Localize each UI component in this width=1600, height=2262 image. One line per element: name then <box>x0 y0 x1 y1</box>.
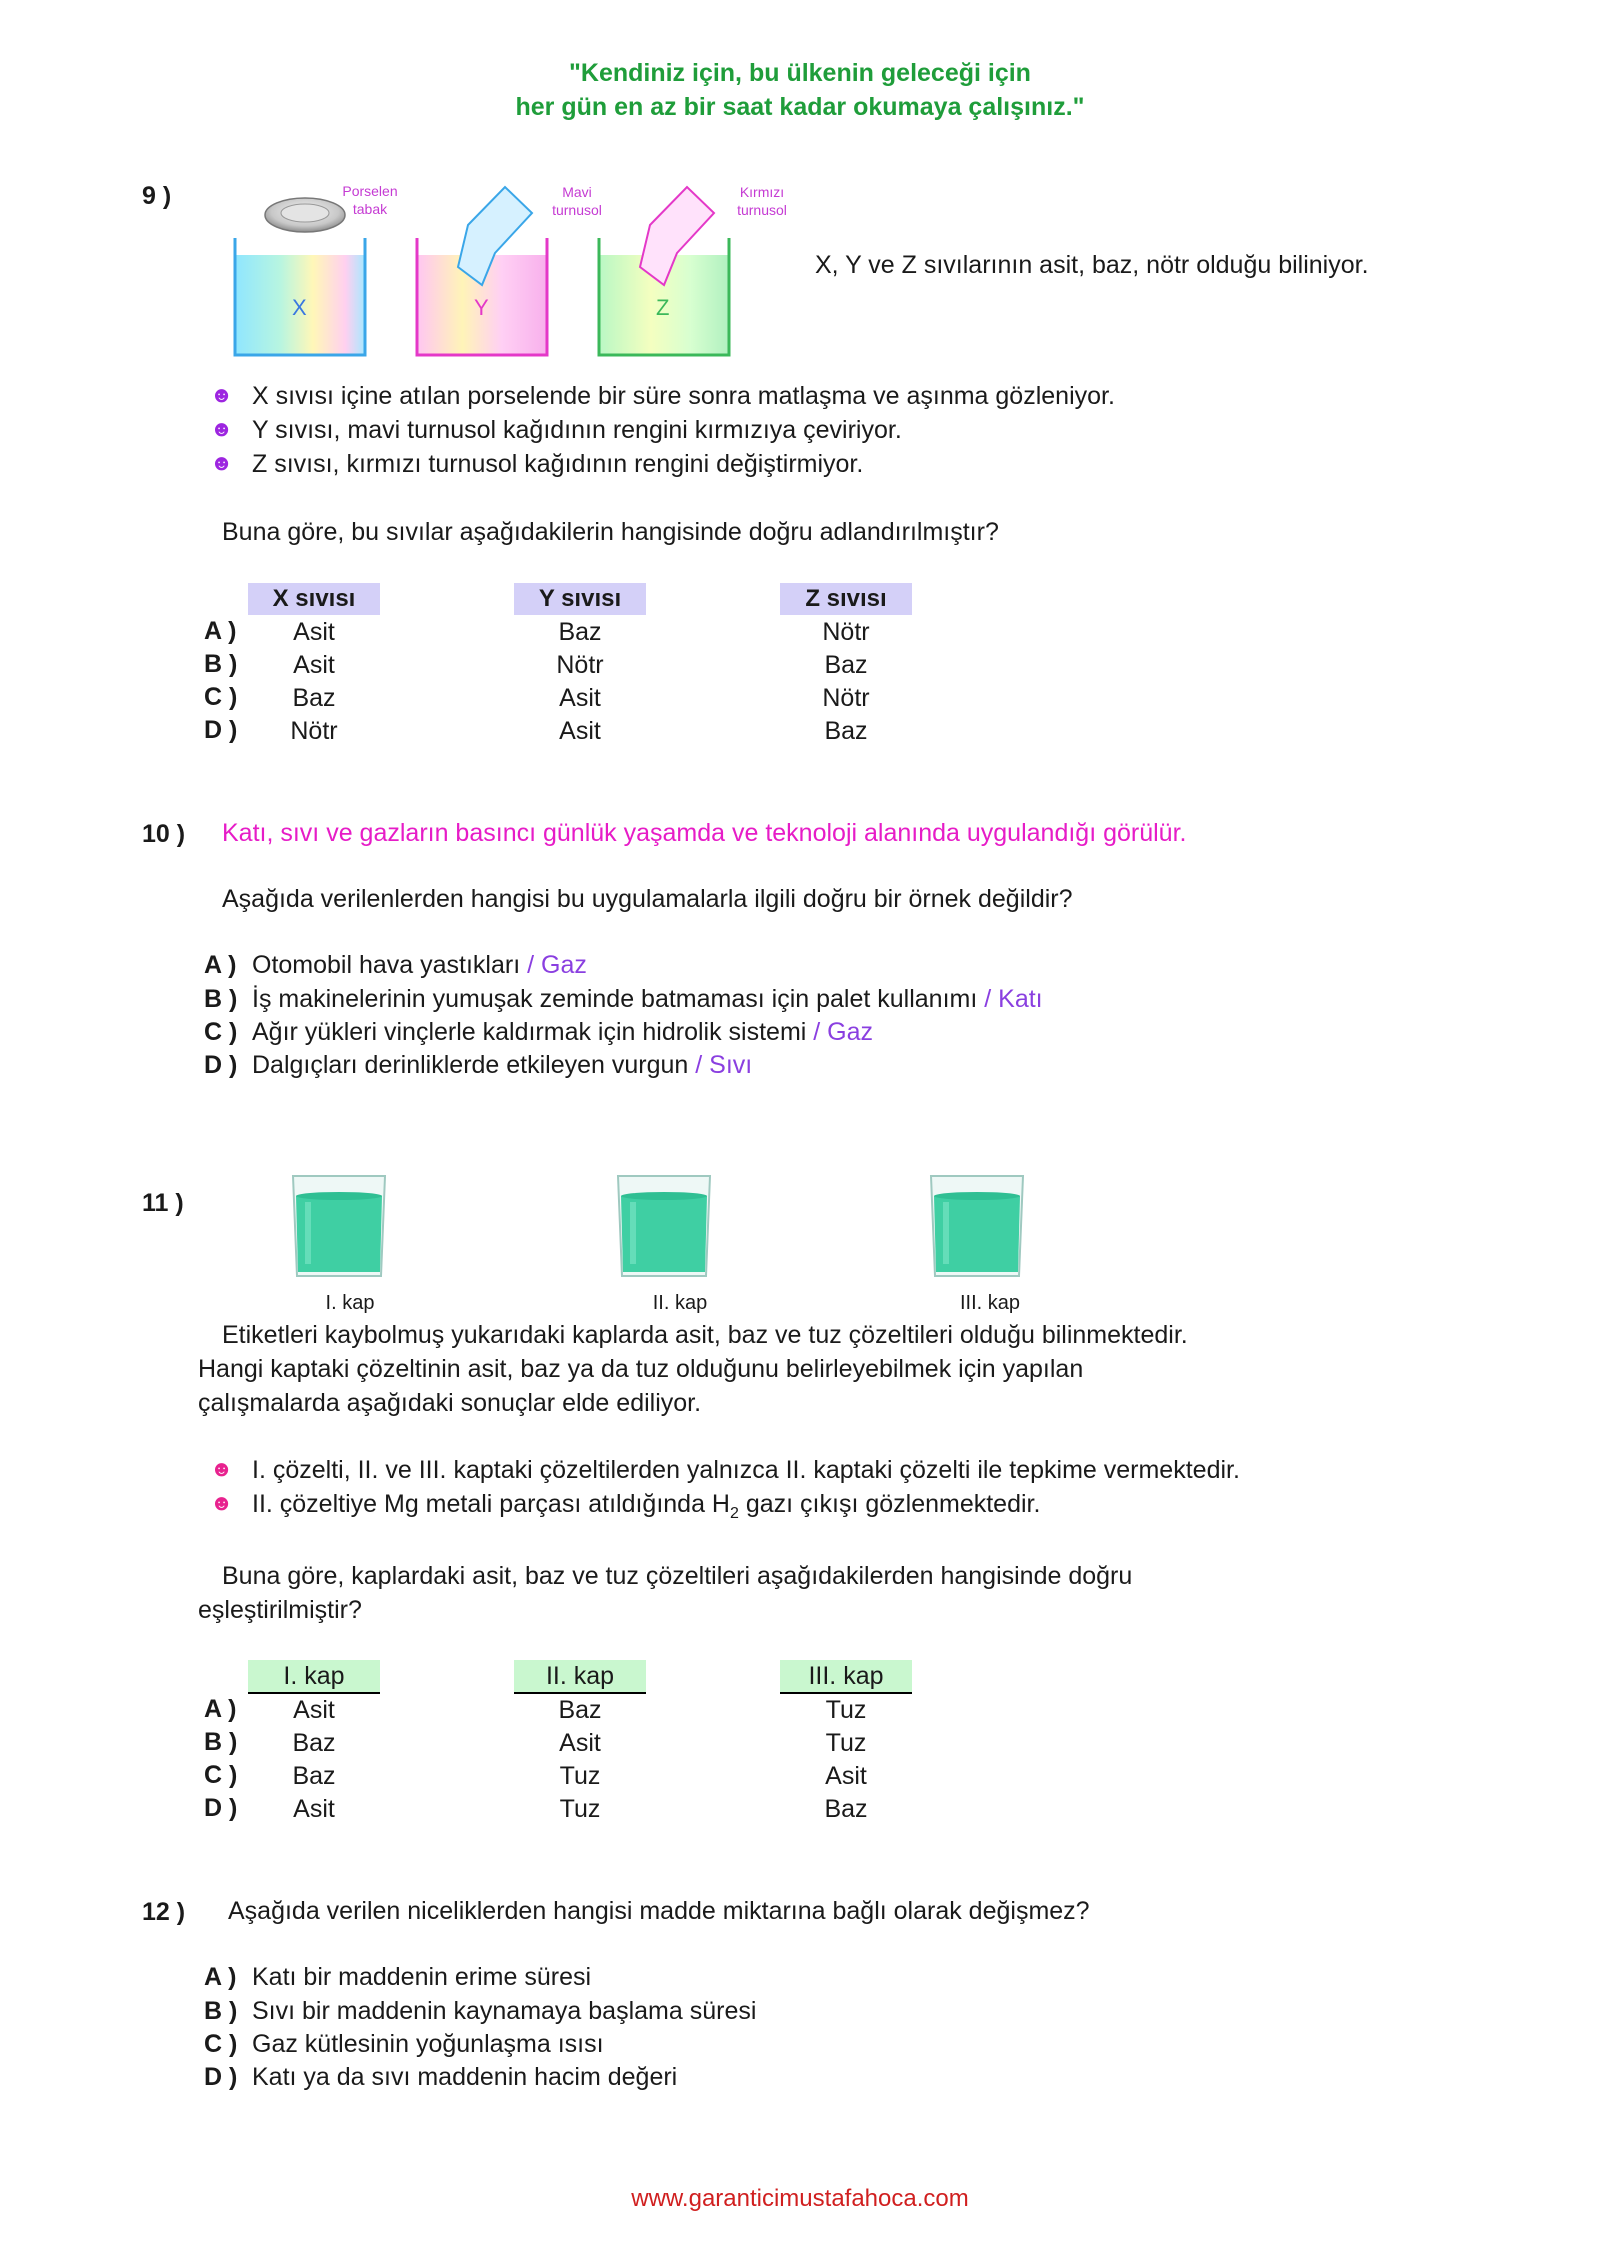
q11-cell: Asit <box>825 1762 867 1790</box>
q9-bullet-1: X sıvısı içine atılan porselende bir süre sonra matlaşma ve aşınma gözleniyor. <box>252 382 1115 410</box>
q11-header-3: III. kap <box>780 1660 912 1694</box>
q12-option-d[interactable]: Katı ya da sıvı maddenin hacim değeri <box>252 2063 678 2091</box>
q9-cell: Baz <box>292 684 336 712</box>
q10-option-d[interactable]: Dalgıçları derinliklerde etkileyen vurgun / Sıvı <box>252 1051 753 1079</box>
q12-option-a-letter[interactable]: A ) <box>204 1963 237 1991</box>
q11-line-3: çalışmalarda aşağıdaki sonuçlar elde ediliyor. <box>198 1389 702 1417</box>
q10-option-b[interactable]: İş makinelerinin yumuşak zeminde batmaması için palet kullanımı / Katı <box>252 985 1043 1013</box>
q11-question-line-1: Buna göre, kaplardaki asit, baz ve tuz çözeltileri aşağıdakilerden hangisinde doğru <box>222 1562 1133 1590</box>
q9-option-d-letter[interactable]: D ) <box>204 716 238 744</box>
header-line-2: her gün en az bir saat kadar okumaya çalışınız." <box>515 93 1085 121</box>
q11-cell: Tuz <box>825 1729 867 1757</box>
q10-option-a[interactable]: Otomobil hava yastıkları / Gaz <box>252 951 587 979</box>
q11-cell: Tuz <box>825 1696 867 1724</box>
liquid-x-label: X <box>292 295 307 320</box>
q9-bullet-3: Z sıvısı, kırmızı turnusol kağıdının rengini değiştirmiyor. <box>252 450 864 478</box>
smiley-icon: ☻ <box>210 382 234 407</box>
q9-header-y: Y sıvısı <box>514 583 646 615</box>
cup-1 <box>293 1176 385 1276</box>
q11-bullet-2: II. çözeltiye Mg metali parçası atıldığında $H_2$ gazı çıkışı gözlenmektedir. <box>252 1490 1041 1522</box>
q11-cell: Tuz <box>559 1795 601 1823</box>
question-10-number: 10 ) <box>142 820 186 848</box>
q12-option-c[interactable]: Gaz kütlesinin yoğunlaşma ısısı <box>252 2030 604 2058</box>
q12-question: Aşağıda verilen niceliklerden hangisi madde miktarına bağlı olarak değişmez? <box>228 1897 1090 1925</box>
q10-option-d-letter[interactable]: D ) <box>204 1051 238 1079</box>
q9-cell: Asit <box>293 618 335 646</box>
q11-header-2: II. kap <box>514 1660 646 1694</box>
q9-cell: Baz <box>824 651 868 679</box>
blue-litmus-label: Mavi turnusol <box>552 184 602 218</box>
q12-option-b-letter[interactable]: B ) <box>204 1997 238 2025</box>
q11-cell: Baz <box>292 1762 336 1790</box>
option-tag: / Gaz <box>806 1018 874 1046</box>
q9-cell: Nötr <box>822 618 870 646</box>
question-9-number: 9 ) <box>142 182 172 210</box>
plate-label: Porselen tabak <box>342 183 398 217</box>
q11-cell: Baz <box>558 1696 602 1724</box>
liquid-z-label: Z <box>656 295 670 320</box>
q9-cell: Asit <box>293 651 335 679</box>
q12-option-a[interactable]: Katı bir maddenin erime süresi <box>252 1963 592 1991</box>
q9-header-z: Z sıvısı <box>780 583 912 615</box>
cup-3 <box>931 1176 1023 1276</box>
q11-line-2: Hangi kaptaki çözeltinin asit, baz ya da tuz olduğunu belirleyebilmek için yapılan <box>198 1355 1084 1383</box>
q9-cell: Nötr <box>290 717 338 745</box>
q11-question-line-2: eşleştirilmiştir? <box>198 1596 362 1624</box>
smiley-icon: ☻ <box>210 450 234 475</box>
q12-option-b[interactable]: Sıvı bir maddenin kaynamaya başlama süresi <box>252 1997 757 2025</box>
q11-cell: Asit <box>559 1729 601 1757</box>
option-tag: / Katı <box>977 985 1043 1013</box>
q12-option-d-letter[interactable]: D ) <box>204 2063 238 2091</box>
question-12-number: 12 ) <box>142 1898 186 1926</box>
q11-bullet-1: I. çözelti, II. ve III. kaptaki çözeltilerden yalnızca II. kaptaki çözelti ile tepkime vermektedir. <box>252 1456 1240 1484</box>
q10-option-c[interactable]: Ağır yükleri vinçlerle kaldırmak için hidrolik sistemi / Gaz <box>252 1018 874 1046</box>
cup-label-2: II. kap <box>652 1292 708 1314</box>
question-11-number: 11 ) <box>142 1189 184 1217</box>
q11-cups-illustration <box>285 1168 1035 1283</box>
q9-option-a-letter[interactable]: A ) <box>204 617 237 645</box>
q11-cell: Baz <box>292 1729 336 1757</box>
q10-option-a-letter[interactable]: A ) <box>204 951 237 979</box>
footer-link[interactable]: www.garanticimustafahoca.com <box>631 2185 969 2212</box>
q9-header-x: X sıvısı <box>248 583 380 615</box>
q11-option-c-letter[interactable]: C ) <box>204 1761 238 1789</box>
smiley-icon: ☻ <box>210 1456 234 1481</box>
q9-cell: Asit <box>559 717 601 745</box>
q9-option-c-letter[interactable]: C ) <box>204 683 238 711</box>
q9-question: Buna göre, bu sıvılar aşağıdakilerin hangisinde doğru adlandırılmıştır? <box>222 518 999 546</box>
q10-option-c-letter[interactable]: C ) <box>204 1018 238 1046</box>
q9-cell: Baz <box>824 717 868 745</box>
q11-cell: Asit <box>293 1795 335 1823</box>
option-tag: / Sıvı <box>688 1051 753 1079</box>
header-quote <box>0 56 1600 124</box>
q9-cell: Nötr <box>822 684 870 712</box>
q11-header-1: I. kap <box>248 1660 380 1694</box>
q9-bullet-2: Y sıvısı, mavi turnusol kağıdının rengini kırmızıya çeviriyor. <box>252 416 902 444</box>
cup-label-3: III. kap <box>959 1292 1021 1314</box>
q9-intro: X, Y ve Z sıvılarının asit, baz, nötr olduğu biliniyor. <box>815 251 1369 279</box>
header-line-1: "Kendiniz için, bu ülkenin geleceği için <box>569 59 1031 87</box>
option-tag: / Gaz <box>520 951 587 979</box>
liquid-y-label: Y <box>474 295 489 320</box>
cup-2 <box>618 1176 710 1276</box>
q12-option-c-letter[interactable]: C ) <box>204 2030 238 2058</box>
q9-option-b-letter[interactable]: B ) <box>204 650 238 678</box>
q9-cell: Nötr <box>556 651 604 679</box>
q10-stem: Katı, sıvı ve gazların basıncı günlük yaşamda ve teknoloji alanında uygulandığı görülür. <box>222 819 1187 847</box>
smiley-icon: ☻ <box>210 416 234 441</box>
q11-option-d-letter[interactable]: D ) <box>204 1794 238 1822</box>
q11-option-b-letter[interactable]: B ) <box>204 1728 238 1756</box>
q11-cell: Baz <box>824 1795 868 1823</box>
q11-option-a-letter[interactable]: A ) <box>204 1695 237 1723</box>
smiley-icon: ☻ <box>210 1490 234 1515</box>
red-litmus-label: Kırmızı turnusol <box>737 184 787 218</box>
q10-option-b-letter[interactable]: B ) <box>204 985 238 1013</box>
q11-line-1: Etiketleri kaybolmuş yukarıdaki kaplarda asit, baz ve tuz çözeltileri olduğu bilinmektedir. <box>222 1321 1188 1349</box>
cup-label-1: I. kap <box>325 1292 375 1314</box>
q11-cell: Tuz <box>559 1762 601 1790</box>
q11-cell: Asit <box>293 1696 335 1724</box>
q9-cell: Baz <box>558 618 602 646</box>
q9-cell: Asit <box>559 684 601 712</box>
q10-question: Aşağıda verilenlerden hangisi bu uygulamalarla ilgili doğru bir örnek değildir? <box>222 885 1073 913</box>
q9-liquids-illustration <box>220 175 740 370</box>
